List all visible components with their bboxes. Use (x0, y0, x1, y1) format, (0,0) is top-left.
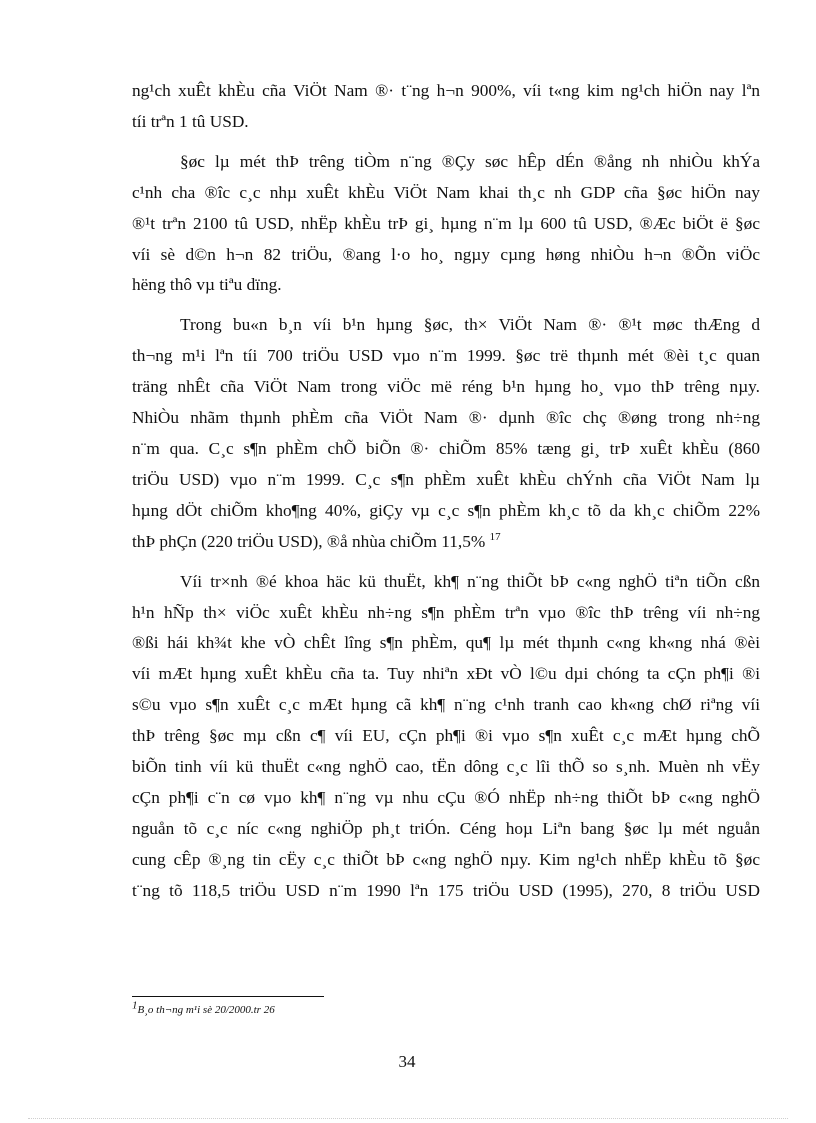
text-line: triÖu USD) vµo n¨m 1999. C¸c s¶n phÈm xuÊt khÈu chÝnh cña ViÖt Nam lµ (132, 469, 760, 489)
text-line: s©u vµo s¶n xuÊt c¸c mÆt hµng cã kh¶ n¨ng c¹nh tranh cao kh«ng chØ riªng víi (132, 695, 760, 715)
text-line: ng¹ch xuÊt khÈu cña ViÖt Nam ®· t¨ng h¬n 900%, víi t«ng kim ng¹ch hiÖn nay lªn (132, 81, 760, 100)
text-line: tíi trªn 1 tû USD. (132, 111, 249, 131)
text-line: ®ßi hái kh¾t khe vÒ chÊt lîng s¶n phÈm, qu¶ lµ mét thµnh c«ng kh«ng nhá ®èi (132, 633, 760, 653)
footnote-number: 1 (132, 999, 138, 1012)
text-line: cÇn ph¶i c¨n cø vµo kh¶ n¨ng vµ nhu cÇu ®Ó nhËp nh÷ng thiÕt bÞ c«ng nghÖ (132, 787, 760, 807)
paragraph-3 (132, 310, 760, 557)
text-line: thÞ phÇn (220 triÖu USD), ®å nhùa chiÕm 11,5% (132, 531, 486, 551)
text-line: nguån tõ c¸c níc c«ng nghiÖp ph¸t triÓn. Céng hoµ Liªn bang §øc lµ mét nguån (132, 818, 760, 838)
paragraph-1 (132, 76, 760, 138)
text-line: biÕn tinh víi kü thuËt c«ng nghÖ cao, tËn dông c¸c lîi thÕ so s¸nh. Muèn nh vËy (132, 757, 760, 777)
text-line: c¹nh cha ®îc c¸c nhµ xuÊt khÈu ViÖt Nam khai th¸c nh GDP cña §øc hiÖn nay (132, 182, 760, 202)
text-line: hµng dÖt chiÕm kho¶ng 40%, giÇy vµ c¸c s¶n phÈm kh¸c tõ da kh¸c chiÕm 22% (132, 500, 760, 520)
text-line: ®¹t trªn 2100 tû USD, nhËp khÈu trÞ gi¸ hµng n¨m lµ 600 tû USD, ®Æc biÖt ë §øc (132, 213, 760, 233)
text-line: hëng thô vµ tiªu dïng. (132, 275, 282, 295)
text-line: víi mÆt hµng xuÊt khÈu cña ta. Tuy nhiªn xÐt vÒ l©u dµi chóng ta cÇn ph¶i ®i (132, 664, 760, 684)
footnote-text: B¸o th¬ng m¹i sè 20/2000.tr 26 (137, 1004, 275, 1016)
footnote-divider (132, 996, 324, 997)
text-line: n¨m qua. C¸c s¶n phÈm chÕ biÕn ®· chiÕm 85% tæng gi¸ trÞ xuÊt khÈu (860 (132, 438, 760, 458)
text-line: h¹n hÑp th× viÖc xuÊt khÈu nh÷ng s¶n phÈm trªn vµo ®îc thÞ trêng víi nh÷ng (132, 602, 760, 622)
text-line: th¬ng m¹i lªn tíi 700 triÖu USD vµo n¨m 1999. §øc trë thµnh mét ®èi t¸c quan (132, 346, 760, 366)
text-line: cung cÊp ®¸ng tin cËy c¸c thiÕt bÞ c«ng nghÖ nµy. Kim ng¹ch nhËp khÈu tõ §øc (132, 849, 760, 869)
page-number (0, 1052, 816, 1072)
page-bottom-border (28, 1118, 788, 1119)
paragraph-4 (132, 567, 760, 907)
text-line: t¨ng tõ 118,5 triÖu USD n¨m 1990 lªn 175 triÖu USD (1995), 270, 8 triÖu USD (132, 880, 760, 900)
text-line: Trong bu«n b¸n víi b¹n hµng §øc, th× ViÖt Nam ®· ®¹t møc thÆng d (180, 315, 760, 335)
footnote (132, 999, 532, 1016)
page-number-text: 34 (398, 1052, 416, 1071)
footnote-reference: 17 (489, 530, 501, 543)
text-line: thÞ trêng §øc mµ cßn c¶ víi EU, cÇn ph¶i ®i vµo s¶n xuÊt c¸c mÆt hµng chÕ (132, 726, 760, 746)
text-line-with-footnote (132, 527, 760, 558)
text-line: NhiÒu nhãm thµnh phÈm cña ViÖt Nam ®· dµnh ®îc chç ®øng trong nh÷ng (132, 408, 760, 428)
paragraph-2 (132, 147, 760, 302)
body-text (132, 76, 760, 916)
text-line: víi sè d©n h¬n 82 triÖu, ®ang l·o ho¸ ngµy cµng høng nhiÒu h¬n ®Õn viÖc (132, 244, 760, 264)
text-line: Víi tr×nh ®é khoa häc kü thuËt, kh¶ n¨ng thiÕt bÞ c«ng nghÖ tiªn tiÕn cßn (180, 571, 760, 591)
text-line: träng nhÊt cña ViÖt Nam trong viÖc më réng b¹n hµng ho¸ vµo thÞ trêng nµy. (132, 377, 760, 397)
text-line: §øc lµ mét thÞ trêng tiÒm n¨ng ®Çy søc hÊp dÉn ®ång nh nhiÒu khÝa (180, 151, 760, 171)
